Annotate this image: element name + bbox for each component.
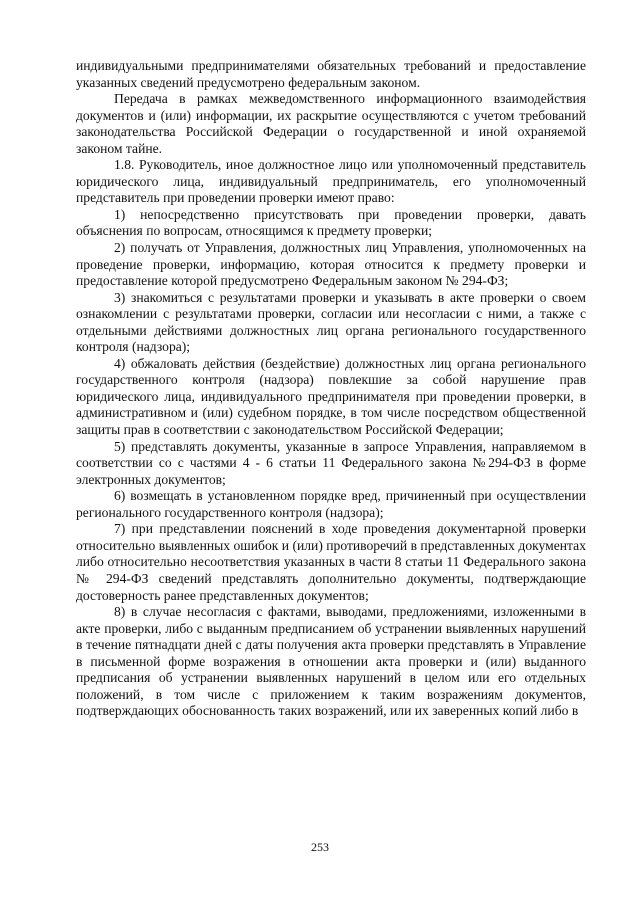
list-item-7: 7) при представлении пояснений в ходе проведения документарной проверки относительно выявленных ошибок и (или) противоречий в представленных документах либо относительно несоответствия указанных в части 8 статьи 11 Федерального закона № 294-ФЗ сведений представлять дополнительно документы, подтверждающие достоверность ранее представленных документов;: [76, 521, 586, 603]
list-item-6: 6) возмещать в установленном порядке вред, причиненный при осуществлении регионального государственного контроля (надзора);: [76, 488, 586, 520]
list-item-1: 1) непосредственно присутствовать при проведении проверки, давать объяснения по вопросам, относящимся к предмету проверки;: [76, 206, 586, 239]
paragraph-continuation: индивидуальными предпринимателями обязательных требований и предоставление указанных сведений предусмотрено федеральным законом.: [76, 58, 586, 90]
list-item-2: 2) получать от Управления, должностных лиц Управления, уполномоченных на проведение проверки, информацию, которая относится к предмету проверки и предоставление которой предусмотрено Федеральным законом № 294-ФЗ;: [76, 240, 586, 289]
list-item-3: 3) знакомиться с результатами проверки и указывать в акте проверки о своем ознакомлении с результатами проверки, согласии или несогласии с ними, а также с отдельными действиями должностных лиц органа регионального государственного контроля (надзора);: [76, 289, 586, 355]
document-body: [76, 58, 586, 720]
list-item-8: 8) в случае несогласия с фактами, выводами, предложениями, изложенными в акте проверки, либо с выданным предписанием об устранении выявленных нарушений в течение пятнадцати дней с даты получения акта проверки представлять в Управление в письменной форме возражения в отношении акта проверки и (или) выданного предписания об устранении выявленных нарушений в целом или его отдельных положений, в том числе с приложением к таким возражениям документов, подтверждающих обоснованность таких возражений, или их заверенных копий либо в: [76, 604, 586, 719]
paragraph-interagency-transfer: Передача в рамках межведомственного информационного взаимодействия документов и (или) информации, их раскрытие осуществляются с учетом требований законодательства Российской Федерации о государственной и иной охраняемой законом тайне.: [76, 91, 586, 156]
paragraph-section-1-8: 1.8. Руководитель, иное должностное лицо или уполномоченный представитель юридического лица, индивидуальный предприниматель, его уполномоченный представитель при проведении проверки имеют право:: [76, 157, 586, 206]
list-item-5: 5) представлять документы, указанные в запросе Управления, направляемом в соответствии со с частями 4 - 6 статьи 11 Федерального закона №294-ФЗ в форме электронных документов;: [76, 438, 586, 487]
list-item-4: 4) обжаловать действия (бездействие) должностных лиц органа регионального государственного контроля (надзора) повлекшие за собой нарушение прав юридического лица, индивидуального предпринимателя при проведении проверки, в административном и (или) судебном порядке, в том числе посредством общественной защиты прав в соответствии с законодательством Российской Федерации;: [76, 355, 586, 438]
page-number: 253: [311, 840, 329, 854]
